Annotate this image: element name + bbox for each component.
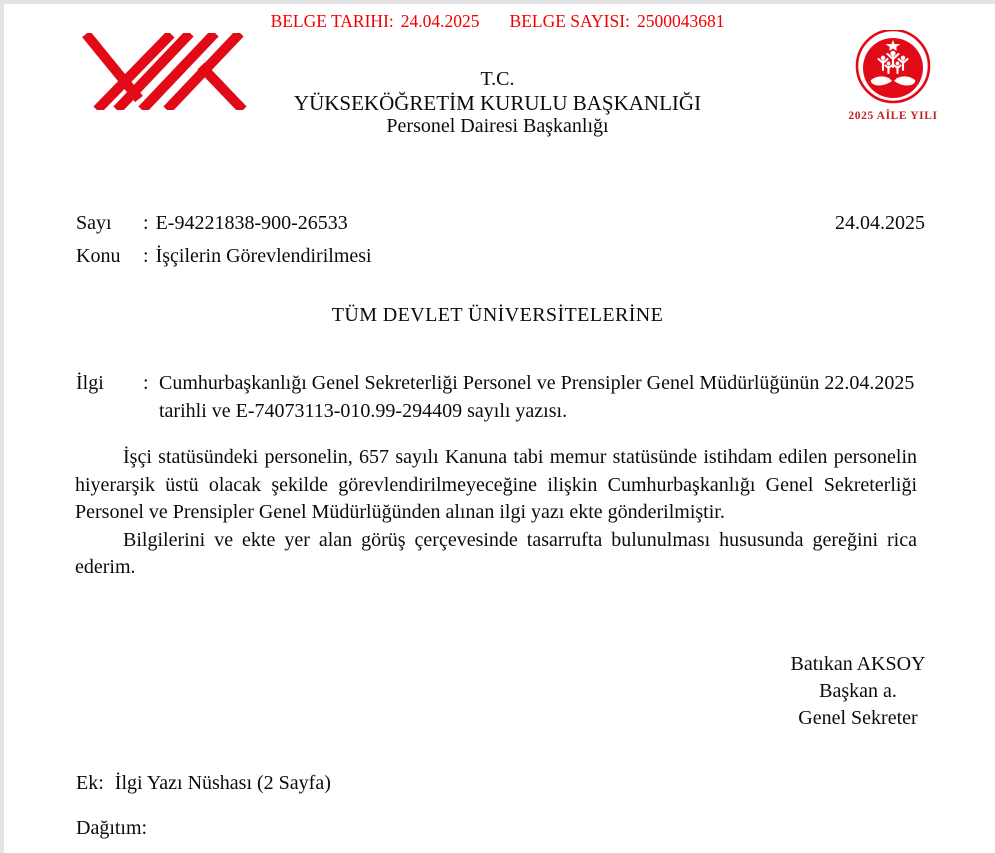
ilgi-text: Cumhurbaşkanlığı Genel Sekreterliği Personel ve Prensipler Genel Müdürlüğünün 22.04.2025 tarihli ve E-74073113-010.99-294409 sayılı yazısı.	[159, 372, 915, 422]
signer-title-2: Genel Sekreter	[798, 707, 918, 729]
attachment-label: Ek:	[76, 772, 104, 794]
distribution-label: Dağıtım:	[76, 817, 148, 839]
body-paragraph-2: Bilgilerini ve ekte yer alan görüş çerçevesinde tasarrufta bulunulması hususunda gereğini rica ederim.	[75, 528, 917, 579]
belge-tarihi	[271, 11, 480, 32]
letterhead-department: Personel Dairesi Başkanlığı	[386, 115, 609, 137]
letter-body	[75, 444, 917, 582]
konu-label: Konu	[76, 245, 121, 267]
aile-yili-logo-icon	[849, 30, 937, 104]
aile-yili-caption: 2025 AİLE YILI	[848, 110, 938, 122]
ilgi-label: İlgi	[76, 372, 104, 394]
konu-colon: :	[143, 245, 149, 267]
document-meta	[76, 210, 372, 276]
attachment-line	[76, 772, 331, 795]
letterhead-tc: T.C.	[480, 68, 515, 90]
sayi-colon: :	[143, 212, 149, 234]
attachment-value: İlgi Yazı Nüshası (2 Sayfa)	[114, 772, 331, 794]
document-stamp-header	[0, 11, 995, 32]
aile-yili-badge	[845, 30, 941, 122]
signer-name: Batıkan AKSOY	[790, 653, 926, 675]
sayi-value: E-94221838-900-26533	[155, 212, 348, 234]
belge-sayisi-label: BELGE SAYISI:	[509, 11, 630, 31]
konu-row	[76, 243, 372, 269]
page-edge-top	[0, 0, 995, 4]
konu-value: İşçilerin Görevlendirilmesi	[155, 245, 372, 267]
ilgi-reference	[76, 369, 927, 425]
sayi-label: Sayı	[76, 212, 112, 234]
belge-tarihi-label: BELGE TARIHI:	[270, 11, 394, 31]
belge-sayisi-value: 2500043681	[636, 11, 725, 31]
letterhead-organization: YÜKSEKÖĞRETİM KURULU BAŞKANLIĞI	[293, 90, 702, 115]
ilgi-colon: :	[143, 372, 149, 394]
sayi-row	[76, 210, 372, 236]
recipient-line: TÜM DEVLET ÜNİVERSİTELERİNE	[331, 304, 664, 326]
belge-sayisi	[510, 11, 725, 32]
body-paragraph-1: İşçi statüsündeki personelin, 657 sayılı Kanuna tabi memur statüsünde istihdam edilen personelin hiyerarşik üstü olacak şekilde görevlendirilmeyeceğine ilişkin Cumhurbaşkanlığı Genel Sekreterliği Personel ve Prensipler Genel Müdürlüğünden alınan ilgi yazı ekte gönderilmiştir.	[75, 446, 917, 524]
document-date: 24.04.2025	[835, 212, 925, 234]
signer-title-1: Başkan a.	[819, 680, 897, 702]
signature-block	[758, 651, 958, 732]
belge-tarihi-value: 24.04.2025	[400, 11, 480, 31]
